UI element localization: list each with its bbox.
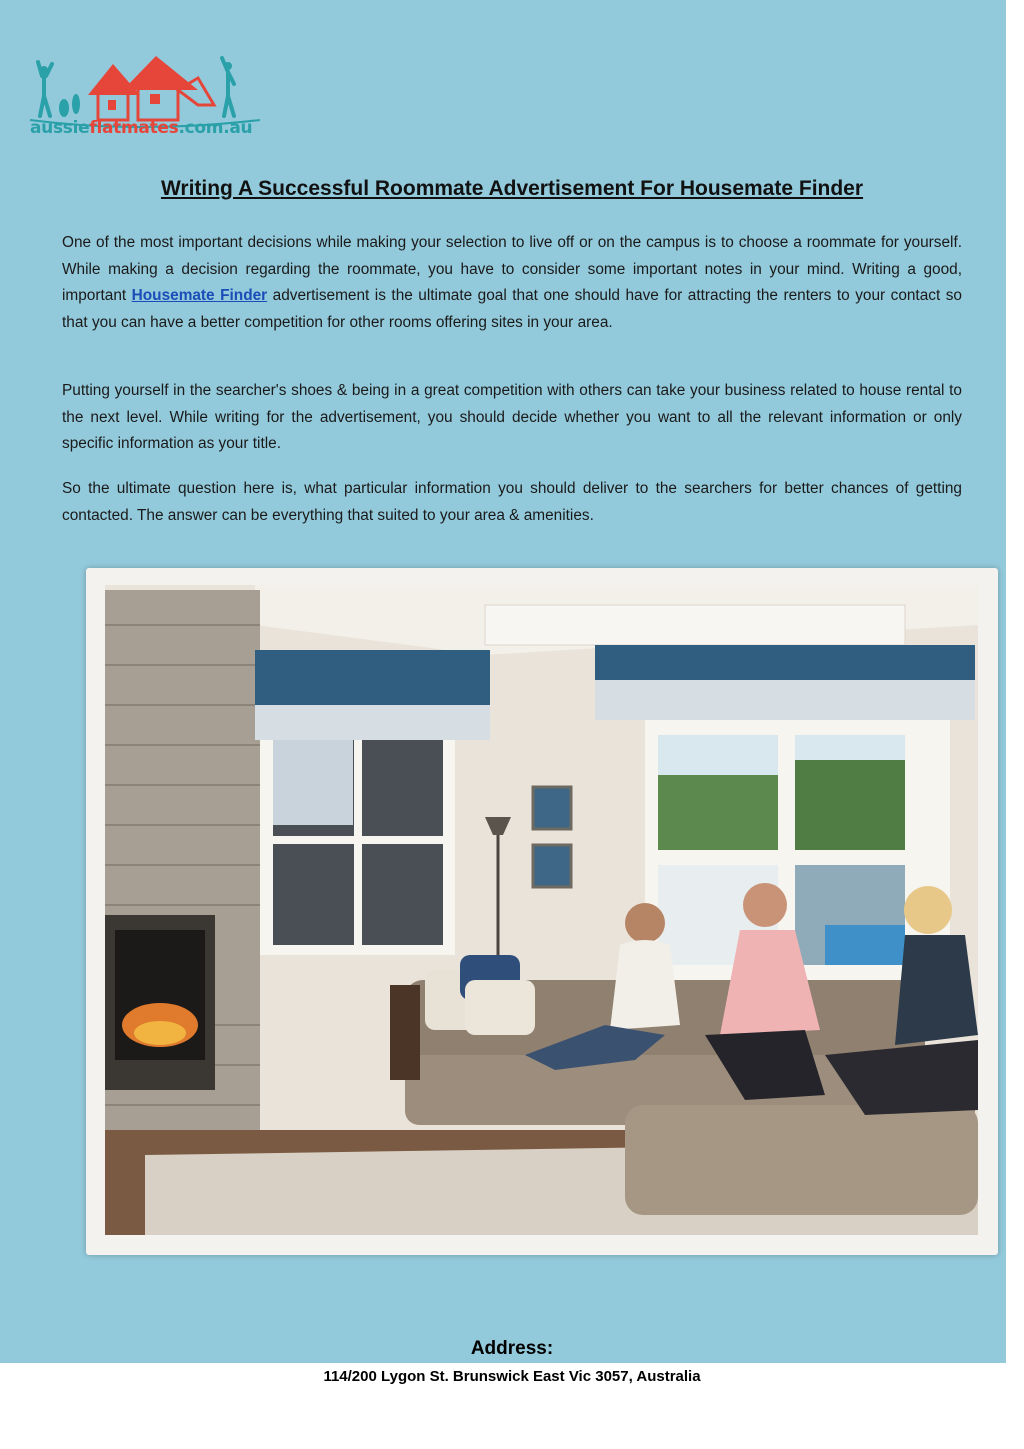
address-text: 114/200 Lygon St. Brunswick East Vic 3057, Australia xyxy=(323,1368,701,1385)
paragraph-1-after: advertisement is the ultimate goal that one should have for attracting the renters to your contact so that you can have a better competition for other rooms offering sites in your area. xyxy=(62,287,962,331)
paragraph-2: Putting yourself in the searcher's shoes & being in a great competition with others can take your business related to house rental to the next level. While writing for the advertisement, you should decide whether you want to all the relevant information or only specific information as your title. xyxy=(62,382,962,453)
living-room-photo xyxy=(105,585,978,1235)
page-title: Writing A Successful Roommate Advertisement For Housemate Finder xyxy=(160,177,864,200)
logo-text-part3: .com.au xyxy=(178,118,253,138)
paragraph-1 xyxy=(62,230,962,336)
logo-text xyxy=(30,118,252,138)
housemate-finder-link[interactable]: Housemate Finder xyxy=(131,287,268,305)
logo-text-part1: aussie xyxy=(30,118,90,138)
paragraph-3: So the ultimate question here is, what particular information you should deliver to the searchers for better chances of getting contacted. The answer can be everything that suited to your area & amenities. xyxy=(62,480,962,524)
logo-text-part2: flatmates xyxy=(89,118,179,138)
address-label: Address: xyxy=(470,1338,554,1359)
paragraph-1-before: One of the most important decisions while making your selection to live off or on the campus is to choose a roommate for yourself. While making a decision regarding the roommate, you have to consider some important notes in your mind. Writing a good, important xyxy=(62,234,962,305)
